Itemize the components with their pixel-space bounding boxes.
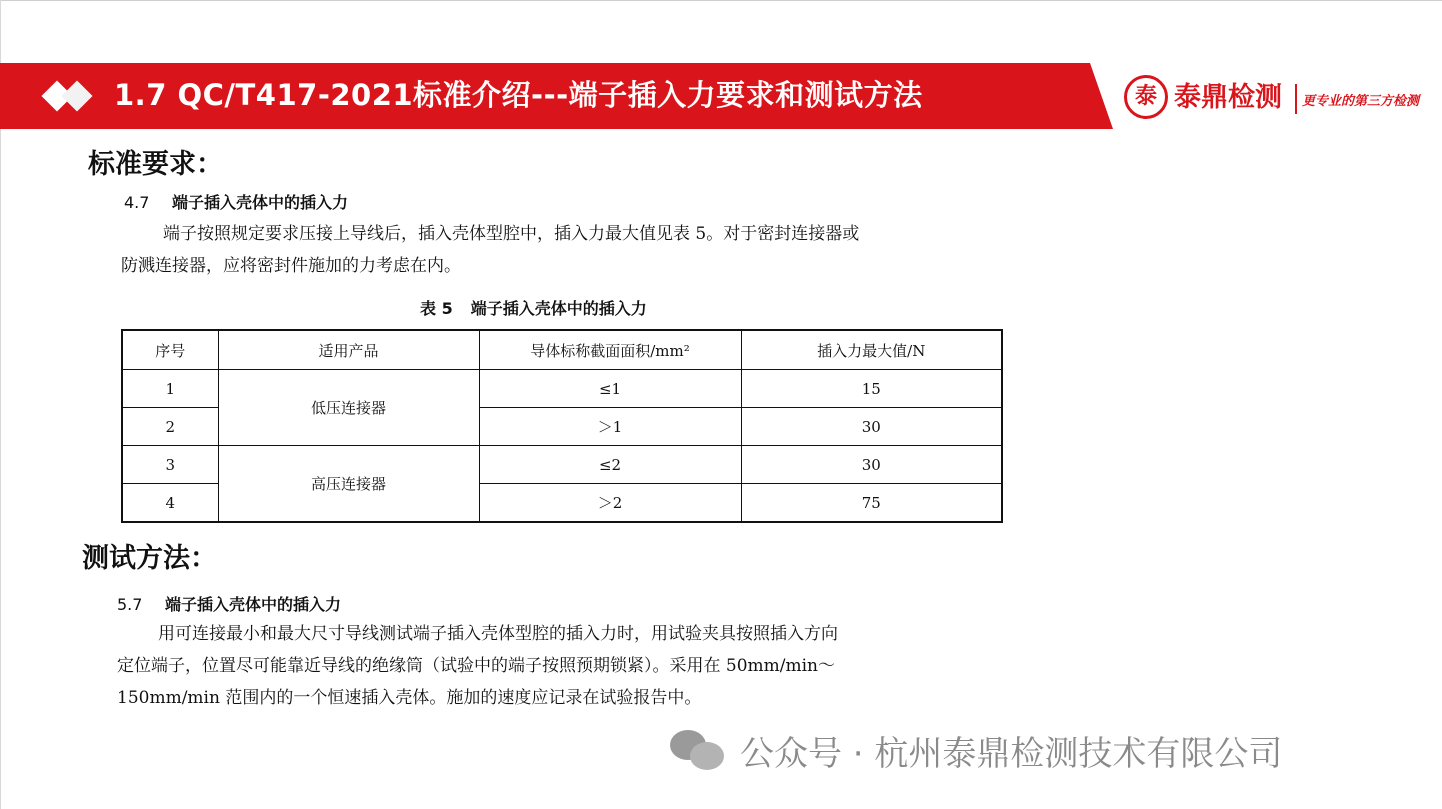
slide-title: 1.7 QC/T417-2021标准介绍---端子插入力要求和测试方法: [114, 78, 923, 112]
header-force: 插入力最大值/N: [741, 330, 1002, 370]
watermark: [670, 724, 1282, 776]
header-no: 序号: [122, 330, 218, 370]
clause-number: 4.7: [124, 193, 150, 212]
standard-line-2: 防溅连接器，应将密封件施加的力考虑在内。: [121, 256, 461, 276]
cell-no: 1: [122, 370, 218, 408]
header-product: 适用产品: [218, 330, 479, 370]
table-caption-title: 端子插入壳体中的插入力: [470, 299, 647, 318]
cell-no: 4: [122, 484, 218, 523]
standard-heading: 标准要求：: [88, 149, 223, 180]
company-name: 泰鼎检测: [1174, 82, 1282, 113]
header-area: 导体标称截面面积/mm²: [479, 330, 741, 370]
cell-force: 30: [741, 408, 1002, 446]
cell-force: 30: [741, 446, 1002, 484]
standard-clause: [124, 190, 348, 213]
clause-title: 端子插入壳体中的插入力: [172, 193, 349, 212]
cell-force: 75: [741, 484, 1002, 523]
top-border: [0, 0, 1442, 1]
insertion-force-table: [121, 329, 1003, 523]
cell-area: ≤1: [479, 370, 741, 408]
clause-number: 5.7: [117, 595, 143, 614]
cell-no: 2: [122, 408, 218, 446]
cell-no: 3: [122, 446, 218, 484]
company-slogan: 更专业的第三方检测: [1302, 94, 1420, 109]
cell-area: ＞2: [479, 484, 741, 523]
table-caption-number: 表 5: [420, 299, 453, 318]
cell-area: ＞1: [479, 408, 741, 446]
watermark-text: 公众号 · 杭州泰鼎检测技术有限公司: [740, 733, 1283, 774]
table-row: [122, 370, 1002, 408]
test-clause: [117, 592, 341, 615]
standard-line-1: 端子按照规定要求压接上导线后，插入壳体型腔中，插入力最大值见表 5。对于密封连接器或: [163, 224, 860, 244]
table-caption: [420, 296, 647, 319]
test-heading: 测试方法：: [82, 543, 217, 574]
cell-product: 高压连接器: [218, 446, 479, 523]
diamond-icon: [42, 76, 98, 116]
clause-title: 端子插入壳体中的插入力: [165, 595, 342, 614]
test-line-1: 用可连接最小和最大尺寸导线测试端子插入壳体型腔的插入力时，用试验夹具按照插入方向: [158, 624, 838, 644]
table-header-row: [122, 330, 1002, 370]
cell-product: 低压连接器: [218, 370, 479, 446]
wechat-icon: [670, 728, 726, 772]
test-line-3: 150mm/min 范围内的一个恒速插入壳体。施加的速度应记录在试验报告中。: [117, 688, 702, 708]
cell-force: 15: [741, 370, 1002, 408]
test-line-2: 定位端子，位置尽可能靠近导线的绝缘筒（试验中的端子按照预期锁紧）。采用在 50mm/min～: [117, 656, 836, 676]
company-logo-icon: 泰: [1124, 75, 1168, 119]
cell-area: ≤2: [479, 446, 741, 484]
logo-divider: [1295, 84, 1297, 114]
table-row: [122, 446, 1002, 484]
